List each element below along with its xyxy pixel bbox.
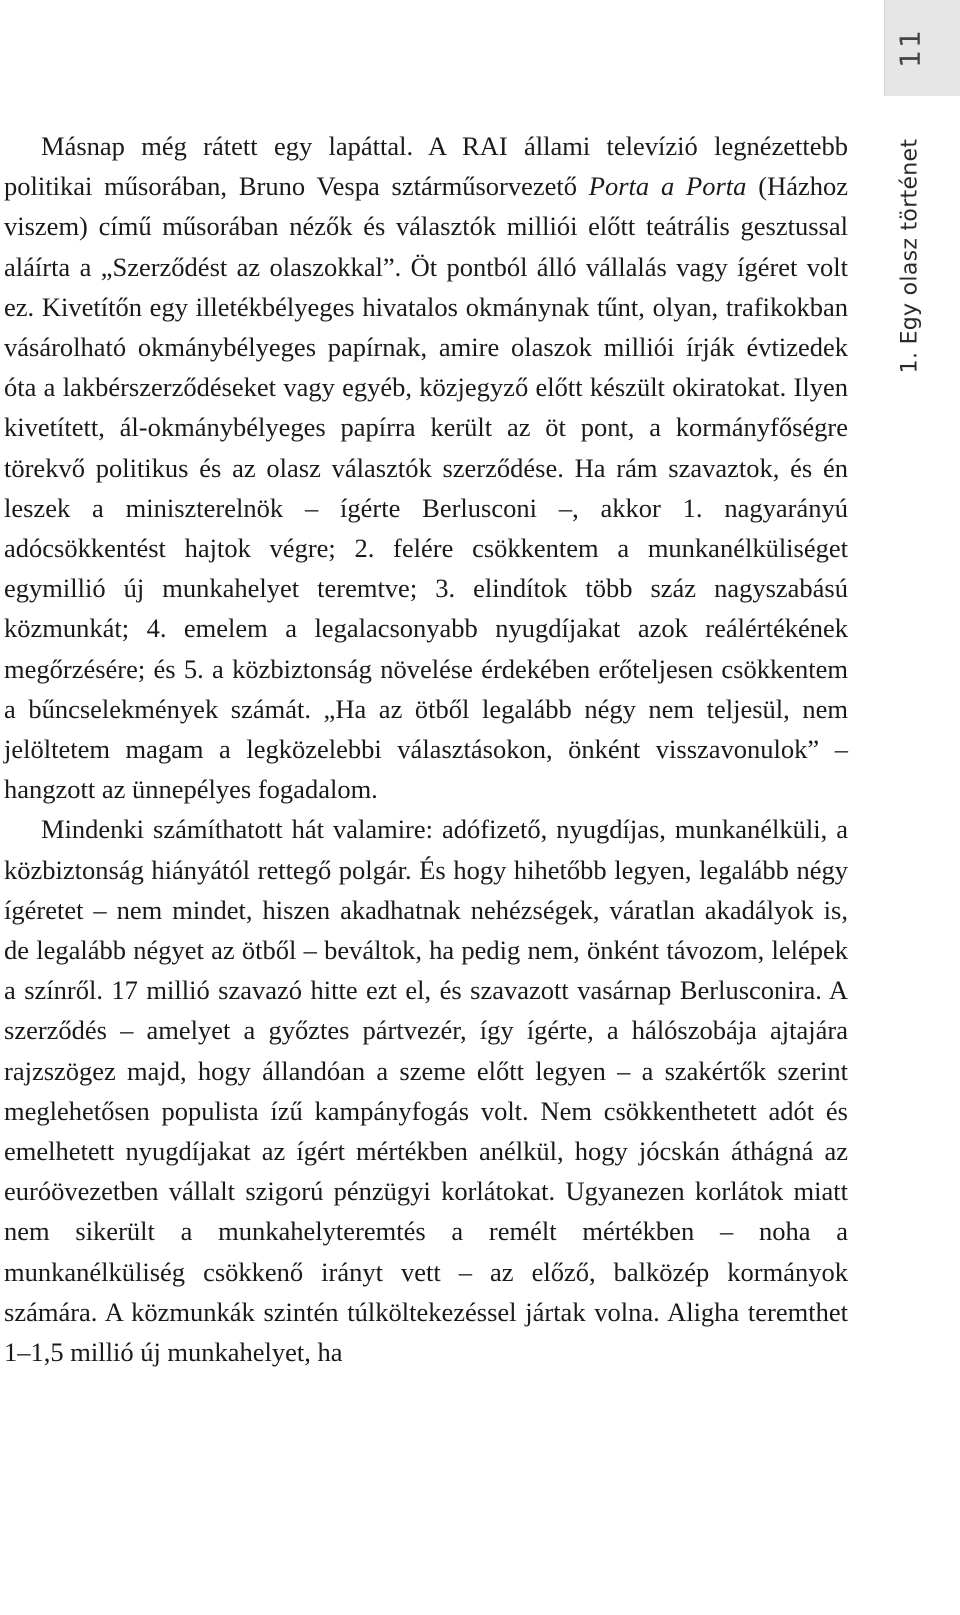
page-number: 11	[893, 28, 927, 68]
body-text	[4, 126, 848, 1372]
paragraph-1	[4, 126, 848, 809]
paragraph-1-part-1: Másnap még rátett egy lapáttal. A RAI állami televízió legnézettebb politikai műsorában, Bruno Vespa sztárműsorvezető	[4, 131, 848, 202]
paragraph-1-part-2: (Házhoz viszem) című műsorában nézők és választók milliói előtt teátrális gesztussal aláírta a „Szerződést az olaszokkal”. Öt pontból álló vállalás vagy ígéret volt ez. Kivetítőn egy illetékbélyeges hivatalos okmánynak tűnt, olyan, trafikokban vásárolható okmánybélyeges papírnak, amire olaszok milliói írják évtizedek óta a lakbérszerződéseket vagy egyéb, közjegyző előtt készült okiratokat. Ilyen kivetített, ál-okmánybélyeges papírra került az öt pont, a kormányfőségre törekvő politikus és az olasz választók szerződése. Ha rám szavaztok, és én leszek a miniszterelnök – ígérte Berlusconi –, akkor 1. nagyarányú adócsökkentést hajtok végre; 2. felére csökkentem a munkanélküliséget egymillió új munkahelyet teremtve; 3. elindítok több száz nagyszabású közmunkát; 4. emelem a legalacsonyabb nyugdíjakat azok reálértékének megőrzésére; és 5. a közbiztonság növelése érdekében erőteljesen csökkentem a bűncselekmények számát. „Ha az ötből legalább négy nem teljesül, nem jelöltetem magam a legközelebbi választásokon, önként visszavonulok” – hangzott az ünnepélyes fogadalom.	[4, 171, 848, 805]
paragraph-2: Mindenki számíthatott hát valamire: adófizető, nyugdíjas, munkanélküli, a közbiztonság hiányától rettegő polgár. És hogy hihetőbb legyen, legalább négy ígéretet – nem mindet, hiszen akadhatnak nehézségek, váratlan akadályok is, de legalább négyet az ötből – beváltok, ha pedig nem, önként távozom, lelépek a színről. 17 millió szavazó hitte ezt el, és szavazott vasárnap Berlusconira. A szerződés – amelyet a győztes pártvezér, így ígérte, a hálószobája ajtajára rajzszögez majd, hogy állandóan a szeme előtt legyen – a szakértők szerint meglehetősen populista ízű kampányfogás volt. Nem csökkenthetett adót és emelhetett nyugdíjakat az ígért mértékben anélkül, hogy jócskán áthágná az euróövezetben vállalt szigorú pénzügyi korlátokat. Ugyanezen korlátok miatt nem sikerült a munkahelyteremtés a remélt mértékben – noha a munkanélküliség csökkenő irányt vett – az előző, balközép kormányok számára. A közmunkák szintén túlköltekezéssel jártak volna. Aligha teremthet 1–1,5 millió új munkahelyet, ha	[4, 814, 848, 1368]
running-head: 1. Egy olasz történet	[897, 138, 923, 374]
show-title: Porta a Porta	[588, 171, 747, 202]
